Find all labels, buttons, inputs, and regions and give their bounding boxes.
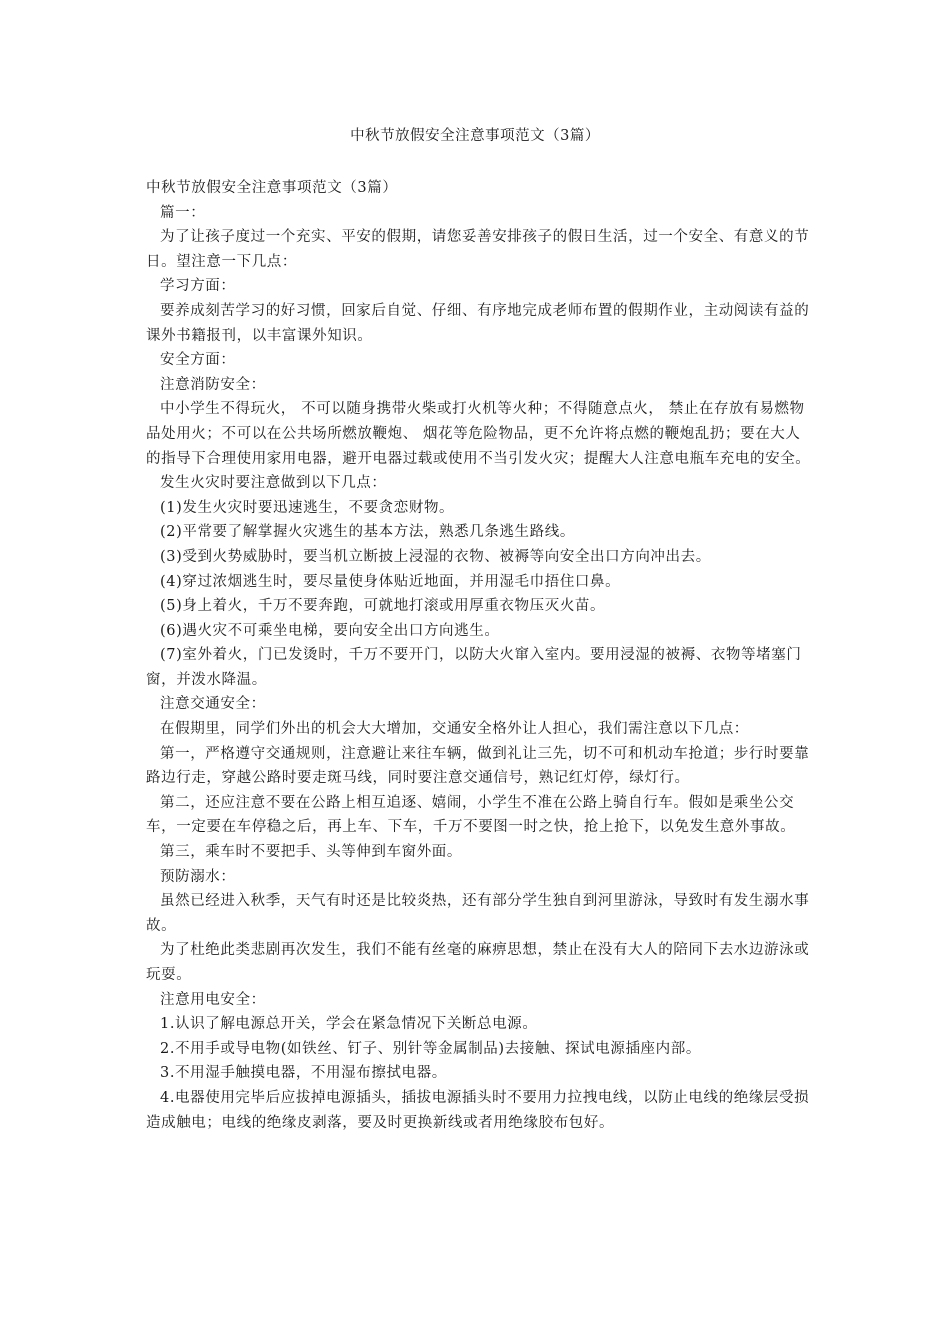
paragraph: 为了杜绝此类悲剧再次发生，我们不能有丝毫的麻痹思想，禁止在没有大人的陪同下去水边游泳或玩耍。: [146, 942, 810, 983]
list-item: (1)发生火灾时要迅速逃生，不要贪恋财物。: [160, 499, 455, 516]
section-label: 学习方面：: [160, 278, 236, 295]
section-label: 注意用电安全：: [160, 991, 266, 1008]
section-label: 注意交通安全：: [160, 696, 266, 713]
paragraph: 在假期里，同学们外出的机会大大增加，交通安全格外让人担心，我们需注意以下几点：: [160, 721, 749, 738]
document-title: 中秋节放假安全注意事项范文（3篇）: [350, 128, 600, 144]
paragraph: 虽然已经进入秋季，天气有时还是比较炎热，还有部分学生独自到河里游泳，导致时有发生溺水事故。: [146, 893, 810, 934]
list-item: 1.认识了解电源总开关，学会在紧急情况下关断总电源。: [160, 1016, 538, 1033]
body-heading: 中秋节放假安全注意事项范文（3篇）: [146, 180, 398, 196]
paragraph: 中小学生不得玩火， 不可以随身携带火柴或打火机等火种；不得随意点火， 禁止在存放有易燃物品处用火；不可以在公共场所燃放鞭炮、 烟花等危险物品，更不允许将点燃的鞭炮乱扔；要在大人的指导下合理使用家用电器，避开电器过载或使用不当引发火灾；提醒大人注意电瓶车充电的安全。: [146, 401, 811, 467]
list-item: 3.不用湿手触摸电器，不用湿布擦拭电器。: [160, 1065, 447, 1082]
section-label: 篇一：: [160, 204, 206, 221]
list-item: (4)穿过浓烟逃生时，要尽量使身体贴近地面，并用湿毛巾捂住口鼻。: [160, 573, 621, 590]
list-item: (6)遇火灾不可乘坐电梯，要向安全出口方向逃生。: [160, 622, 500, 639]
paragraph: 要养成刻苦学习的好习惯，回家后自觉、仔细、有序地完成老师布置的假期作业，主动阅读有益的课外书籍报刊，以丰富课外知识。: [146, 302, 810, 344]
section-label: 安全方面：: [160, 352, 236, 369]
list-item: (3)受到火势威胁时，要当机立断披上浸湿的衣物、被褥等向安全出口方向冲出去。: [160, 548, 711, 565]
list-item: 2.不用手或导电物(如铁丝、钉子、别针等金属制品)去接触、探试电源插座内部。: [160, 1040, 701, 1057]
list-item: (7)室外着火，门已发烫时，千万不要开门，以防大火窜入室内。要用浸湿的被褥、衣物等堵塞门窗，并泼水降温。: [146, 647, 802, 688]
document-body: [146, 176, 814, 1135]
paragraph: 第一，严格遵守交通规则，注意避让来往车辆，做到礼让三先，切不可和机动车抢道；步行时要靠路边行走，穿越公路时要走斑马线，同时要注意交通信号，熟记红灯停，绿灯行。: [146, 745, 810, 787]
section-label: 预防溺水：: [160, 868, 236, 885]
paragraph: 第二，还应注意不要在公路上相互追逐、嬉闹，小学生不准在公路上骑自行车。假如是乘坐公交车，一定要在车停稳之后，再上车、下车，千万不要图一时之快，抢上抢下，以免发生意外事故。: [146, 794, 796, 836]
paragraph: 第三，乘车时不要把手、头等伸到车窗外面。: [160, 844, 462, 861]
section-label: 注意消防安全：: [160, 376, 266, 393]
list-item: (2)平常要了解掌握火灾逃生的基本方法，熟悉几条逃生路线。: [160, 524, 575, 541]
list-item: (5)身上着火，千万不要奔跑，可就地打滚或用厚重衣物压灭火苗。: [160, 598, 606, 615]
list-item: 4.电器使用完毕后应拔掉电源插头，插拔电源插头时不要用力拉拽电线，以防止电线的绝缘层受损造成触电；电线的绝缘皮剥落，要及时更换新线或者用绝缘胶布包好。: [146, 1089, 810, 1131]
paragraph: 为了让孩子度过一个充实、平安的假期，请您妥善安排孩子的假日生活，过一个安全、有意义的节日。望注意一下几点：: [146, 229, 810, 270]
paragraph: 发生火灾时要注意做到以下几点：: [160, 475, 387, 492]
